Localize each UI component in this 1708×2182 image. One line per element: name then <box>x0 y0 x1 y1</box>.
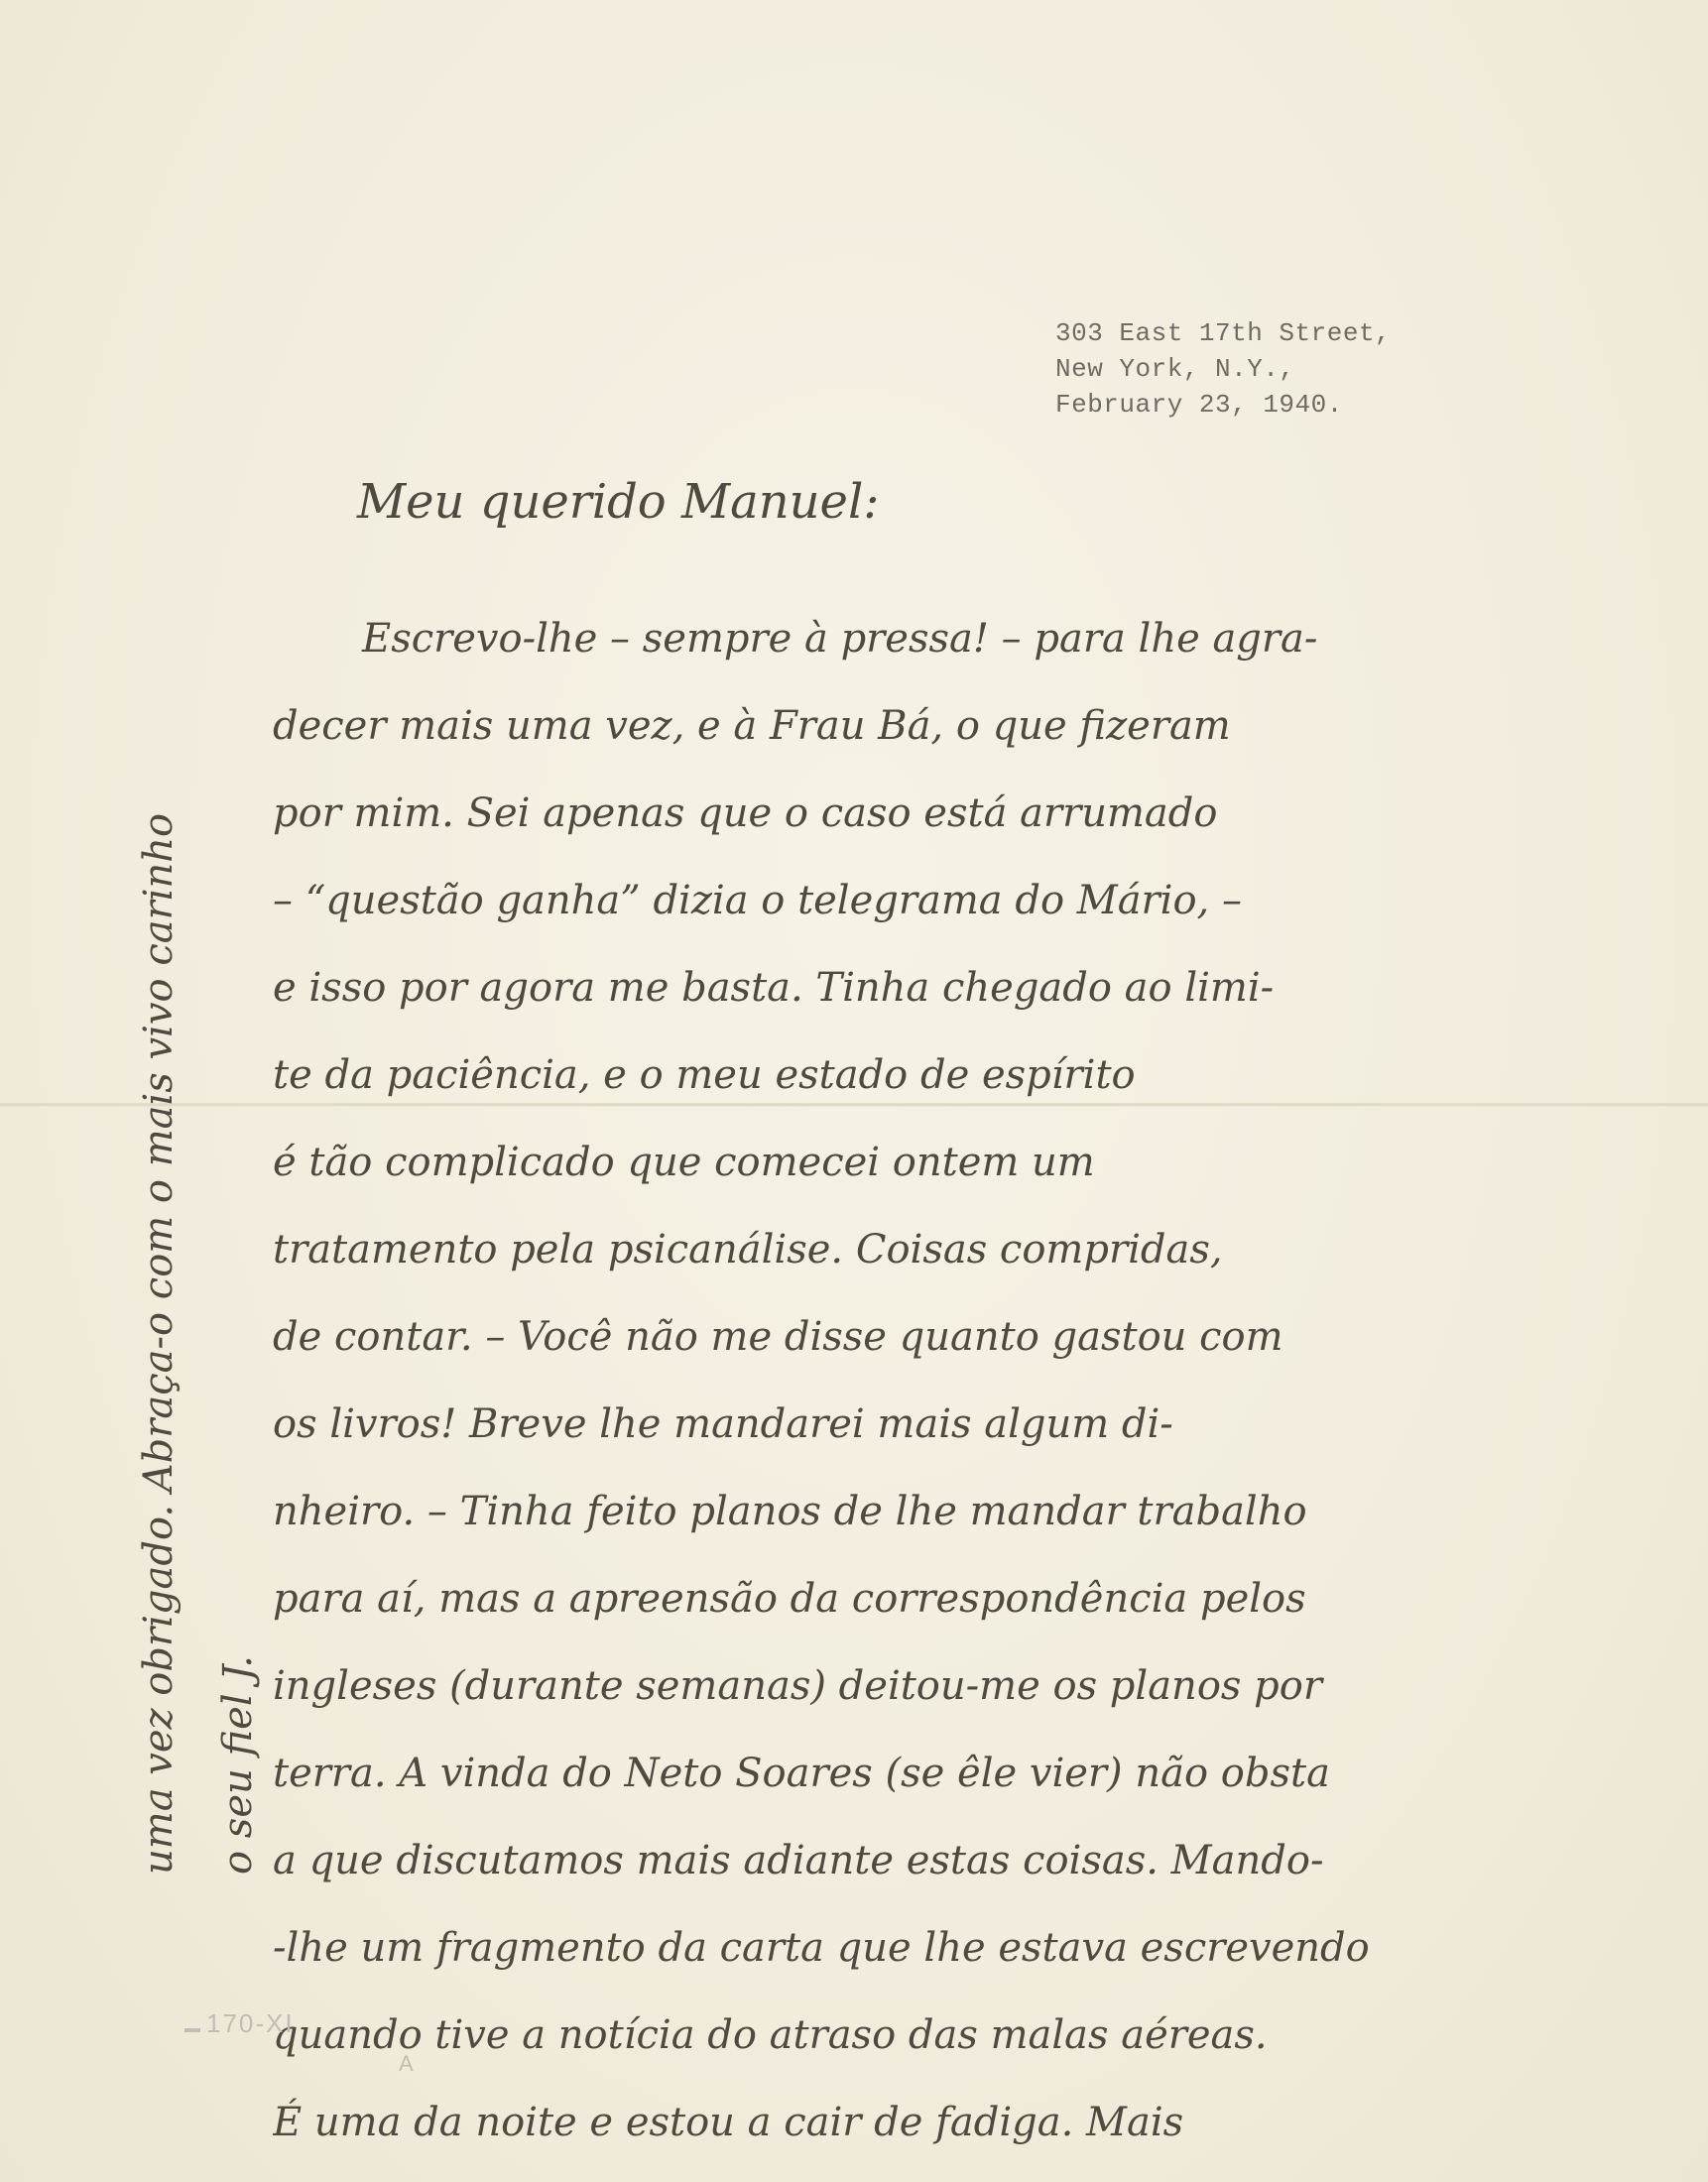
body-line: terra. A vinda do Neto Soares (se êle vier) não obsta <box>273 1751 1330 1796</box>
body-line: te da paciência, e o meu estado de espírito <box>273 1052 1136 1098</box>
letter-body <box>273 595 1622 2166</box>
body-line: -lhe um fragmento da carta que lhe estava escrevendo <box>273 1925 1370 1971</box>
margin-note-signature: o seu fiel J. <box>215 1655 261 1875</box>
body-line: decer mais uma vez, e à Frau Bá, o que fizeram <box>273 703 1231 749</box>
letter-date: February 23, 1940. <box>1055 390 1343 420</box>
archive-stamp-letter: A <box>399 2051 414 2076</box>
body-line: é tão complicado que comecei ontem um <box>273 1140 1095 1185</box>
margin-note <box>119 426 278 1875</box>
body-line: por mim. Sei apenas que o caso está arrumado <box>273 790 1218 836</box>
address-city: New York, N.Y., <box>1055 354 1295 384</box>
salutation: Meu querido Manuel: <box>357 474 880 530</box>
archive-number: 170-XI <box>206 2008 295 2038</box>
body-line: para aí, mas a apreensão da correspondência pelos <box>273 1576 1306 1622</box>
archive-stamp-box <box>184 2028 200 2032</box>
body-line: a que discutamos mais adiante estas coisas. Mando- <box>273 1838 1324 1883</box>
archive-stamp <box>177 2008 295 2039</box>
body-line: – “questão ganha” dizia o telegrama do Mário, – <box>273 878 1242 923</box>
address-street: 303 East 17th Street, <box>1055 318 1392 348</box>
body-line: tratamento pela psicanálise. Coisas compridas, <box>273 1227 1223 1273</box>
body-line: ingleses (durante semanas) deitou-me os planos por <box>273 1663 1322 1709</box>
body-line: os livros! Breve lhe mandarei mais algum di- <box>273 1401 1173 1447</box>
body-line: É uma da noite e estou a cair de fadiga. Mais <box>273 2100 1184 2145</box>
body-line: e isso por agora me basta. Tinha chegado ao limi- <box>273 965 1275 1011</box>
margin-note-line: uma vez obrigado. Abraça-o com o mais vivo carinho <box>136 812 182 1875</box>
body-line: de contar. – Você não me disse quanto gastou com <box>273 1314 1283 1360</box>
body-line: quando tive a notícia do atraso das malas aéreas. <box>273 2012 1268 2058</box>
body-line: nheiro. – Tinha feito planos de lhe mandar trabalho <box>273 1489 1307 1534</box>
sender-address <box>1055 315 1391 423</box>
body-line: Escrevo-lhe – sempre à pressa! – para lhe agra- <box>362 616 1318 662</box>
